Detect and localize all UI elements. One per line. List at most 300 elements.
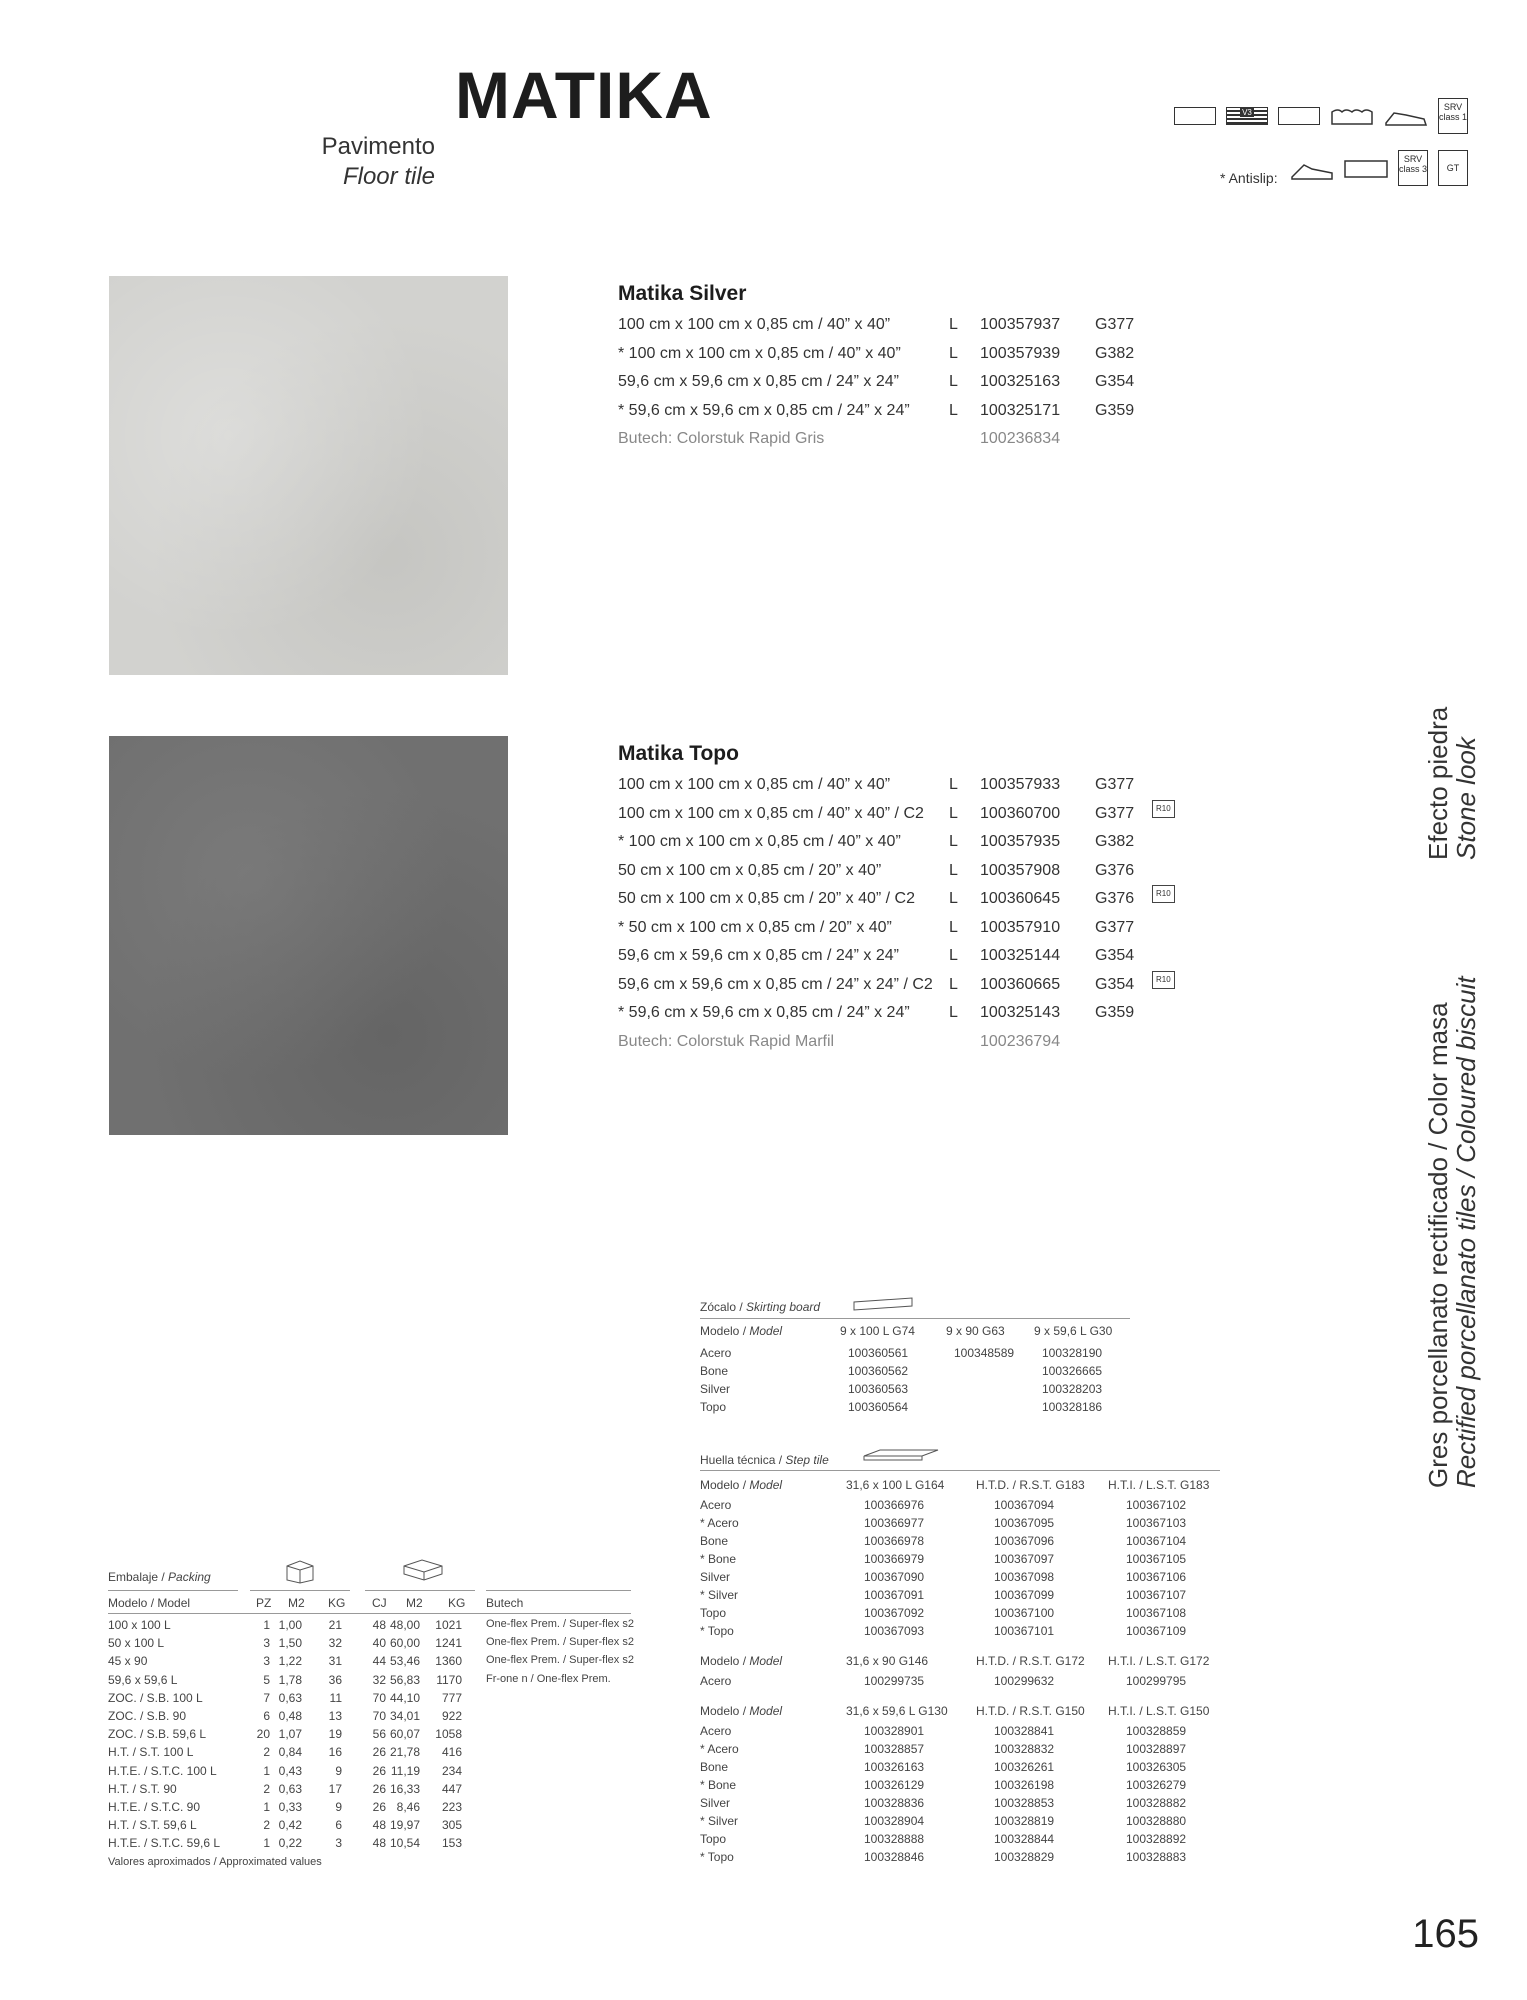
huella-cell: 100367107 <box>1126 1588 1187 1602</box>
huella-col-header: 31,6 x 100 L G164 <box>846 1478 945 1492</box>
huella-cell: 100367092 <box>864 1606 925 1620</box>
packing-col-header: M2 <box>288 1596 305 1610</box>
huella-cell: 100328844 <box>994 1832 1055 1846</box>
huella-cell: 100328880 <box>1126 1814 1187 1828</box>
spec-group: G359 <box>1095 401 1135 419</box>
packing-col-header: CJ <box>372 1596 387 1610</box>
packing-cell: 26 <box>372 1745 386 1760</box>
zocalo-col-header: 9 x 59,6 L G30 <box>1034 1324 1113 1338</box>
zocalo-cell: 100328190 <box>1042 1346 1103 1360</box>
huella-row-name: * Topo <box>700 1850 734 1864</box>
packing-cell: H.T. / S.T. 59,6 L <box>108 1818 197 1833</box>
huella-cell: 100367105 <box>1126 1552 1187 1566</box>
huella-model-header <box>700 1704 782 1718</box>
huella-cell: 100328841 <box>994 1724 1055 1738</box>
huella-row-name: * Acero <box>700 1516 739 1530</box>
spec-edge: L <box>949 833 958 850</box>
spec-code: 100357937 <box>980 316 1061 333</box>
shoe-traffic-icon <box>1384 105 1428 127</box>
ramp-icon <box>1344 155 1388 181</box>
packing-cell: 56 <box>372 1727 386 1742</box>
spec-group: G377 <box>1095 776 1135 793</box>
spec-code: 100357910 <box>980 918 1061 936</box>
packing-cell: 305 <box>441 1818 462 1833</box>
zocalo-col-header: 9 x 90 G63 <box>946 1324 1005 1338</box>
huella-cell: 100367090 <box>864 1570 925 1584</box>
packing-cell: 9 <box>335 1763 342 1778</box>
zocalo-divider <box>700 1318 1130 1319</box>
huella-row-name: * Bone <box>700 1778 737 1792</box>
packing-cell: 21 <box>328 1618 342 1632</box>
packing-cell: 0,43 <box>278 1763 302 1778</box>
spec-size: 100 cm x 100 cm x 0,85 cm / 40” x 40” <box>618 776 891 793</box>
packing-title: Embalaje / Packing <box>108 1570 211 1584</box>
packing-cell: 416 <box>441 1745 462 1760</box>
spec-edge: L <box>949 890 958 907</box>
packing-cell: 56,83 <box>389 1672 420 1687</box>
huella-cell: 100328853 <box>994 1796 1055 1810</box>
huella-row-name: Topo <box>700 1606 727 1620</box>
huella-cell: 100367101 <box>994 1624 1055 1638</box>
srv-class-3-icon: SRV class 3 <box>1398 150 1428 186</box>
huella-model-header <box>700 1478 782 1492</box>
huella-title: Huella técnica / Step tile <box>700 1453 829 1467</box>
topo-title: Matika Topo <box>618 742 739 765</box>
packing-col-header: KG <box>328 1596 346 1610</box>
huella-row-name: Acero <box>700 1724 732 1738</box>
huella-col-header: 31,6 x 90 G146 <box>846 1654 929 1668</box>
packing-cell: 0,84 <box>278 1745 302 1760</box>
gt-icon: GT <box>1438 150 1468 186</box>
spec-size: 59,6 cm x 59,6 cm x 0,85 cm / 24” x 24” / C2 <box>618 975 933 993</box>
huella-cell: 100367097 <box>994 1552 1055 1566</box>
packing-cell: 1,50 <box>278 1636 302 1651</box>
packing-cell: 19,97 <box>389 1818 420 1833</box>
model-en: Model <box>749 1654 783 1668</box>
huella-row-name: Bone <box>700 1760 729 1774</box>
spec-size: 100 cm x 100 cm x 0,85 cm / 40” x 40” / C2 <box>618 804 924 822</box>
page-title: MATIKA <box>455 58 713 132</box>
huella-cell: 100326305 <box>1126 1760 1187 1774</box>
packing-cell: 2 <box>263 1781 270 1796</box>
packing-cell: 21,78 <box>389 1745 420 1760</box>
packing-cell: 11 <box>329 1690 342 1705</box>
zocalo-cell: 100360562 <box>848 1364 909 1378</box>
packing-divider <box>108 1590 238 1591</box>
spec-code: 100357939 <box>980 344 1061 362</box>
model-en: Model <box>749 1704 783 1718</box>
huella-row-name: Bone <box>700 1534 729 1548</box>
page-subtitle <box>250 132 435 192</box>
packing-cell: 223 <box>441 1800 462 1814</box>
packing-cell: 8,46 <box>396 1800 420 1814</box>
packing-cell: 48 <box>372 1836 386 1851</box>
packing-cell: 1360 <box>435 1654 462 1669</box>
packing-cell: ZOC. / S.B. 100 L <box>108 1690 203 1705</box>
subtitle-es: Pavimento <box>321 133 435 160</box>
packing-divider <box>365 1590 475 1591</box>
packing-cell: 1021 <box>435 1618 462 1632</box>
side-line2-es: Gres porcellanato rectificado / Color masa <box>1423 1002 1453 1488</box>
r10-badge: R10 <box>1152 885 1175 903</box>
huella-cell: 100366977 <box>864 1516 925 1530</box>
packing-cell: 50 x 100 L <box>108 1636 165 1651</box>
spec-code: 100360665 <box>980 975 1061 993</box>
packing-cell: 34,01 <box>389 1709 420 1723</box>
huella-cell: 100328859 <box>1126 1724 1187 1738</box>
zocalo-row-name: Bone <box>700 1364 729 1378</box>
spec-group: G376 <box>1095 861 1135 879</box>
huella-cell: 100328904 <box>864 1814 925 1828</box>
spec-group: G354 <box>1095 975 1135 993</box>
packing-col-header: Butech <box>486 1596 524 1610</box>
packing-cell: 0,42 <box>278 1818 302 1833</box>
zocalo-row-name: Silver <box>700 1382 731 1396</box>
huella-cell: 100367109 <box>1126 1624 1187 1638</box>
packing-cell: 9 <box>335 1800 342 1814</box>
spec-size: * 50 cm x 100 cm x 0,85 cm / 20” x 40” <box>618 918 892 936</box>
huella-divider <box>700 1470 1220 1471</box>
huella-cell: 100367098 <box>994 1570 1055 1584</box>
butech-code: 100236794 <box>980 1032 1061 1050</box>
zocalo-cell: 100328203 <box>1042 1382 1103 1396</box>
huella-col-header: H.T.D. / R.S.T. G172 <box>976 1654 1085 1668</box>
huella-row-name: * Topo <box>700 1624 734 1638</box>
packing-cell: 10,54 <box>389 1836 420 1851</box>
huella-cell: 100328857 <box>864 1742 925 1756</box>
huella-cell: 100326129 <box>864 1778 925 1792</box>
packing-cell: H.T.E. / S.T.C. 90 <box>108 1800 201 1814</box>
packing-cell: 60,07 <box>389 1727 420 1742</box>
side-line2-en: Rectified porcellanato tiles / Coloured biscuit <box>1451 976 1481 1488</box>
huella-cell: 100367095 <box>994 1516 1055 1530</box>
spec-group: G382 <box>1095 344 1135 362</box>
packing-cell: 6 <box>263 1709 270 1723</box>
r10-badge: R10 <box>1152 971 1175 989</box>
packing-cell: 26 <box>372 1781 386 1796</box>
packing-cell: 922 <box>441 1709 462 1723</box>
zocalo-cell: 100348589 <box>954 1346 1015 1360</box>
packing-cell: 7 <box>263 1690 270 1705</box>
spec-size: * 100 cm x 100 cm x 0,85 cm / 40” x 40” <box>618 344 901 362</box>
huella-col-header: H.T.D. / R.S.T. G150 <box>976 1704 1085 1718</box>
packing-cell: 26 <box>372 1800 386 1814</box>
packing-cell: One-flex Prem. / Super-flex s2 <box>486 1654 634 1667</box>
huella-cell: 100328882 <box>1126 1796 1187 1810</box>
spec-group: G377 <box>1095 316 1135 333</box>
packing-cell: 0,63 <box>278 1781 302 1796</box>
packing-cell: 36 <box>328 1672 342 1687</box>
huella-cell: 100367104 <box>1126 1534 1187 1548</box>
packing-col-header: M2 <box>406 1596 423 1610</box>
huella-cell: 100367099 <box>994 1588 1055 1602</box>
packing-note: Valores aproximados / Approximated values <box>108 1856 322 1868</box>
packing-cell: 40 <box>372 1636 386 1651</box>
packing-cell: 5 <box>263 1672 270 1687</box>
huella-col-header: H.T.I. / L.S.T. G150 <box>1108 1704 1210 1718</box>
spec-group: G377 <box>1095 918 1135 936</box>
packing-cell: 17 <box>328 1781 342 1796</box>
zocalo-model-header: Modelo / Model <box>700 1324 783 1338</box>
packing-cell: 777 <box>441 1690 462 1705</box>
packing-cell: 59,6 x 59,6 L <box>108 1672 178 1687</box>
zocalo-cell: 100360561 <box>848 1346 909 1360</box>
packing-cell: 11,19 <box>390 1763 420 1778</box>
packing-cell: 100 x 100 L <box>108 1618 171 1632</box>
model-es: Modelo / <box>700 1478 750 1492</box>
packing-cell: One-flex Prem. / Super-flex s2 <box>486 1618 634 1630</box>
spec-code: 100325163 <box>980 373 1061 390</box>
packing-cell: 1,22 <box>278 1654 302 1669</box>
spec-code: 100357935 <box>980 833 1061 850</box>
huella-cell: 100367103 <box>1126 1516 1187 1530</box>
packing-cell: 0,22 <box>278 1836 302 1851</box>
rectified-edge-icon <box>1174 107 1216 125</box>
spec-group: G354 <box>1095 947 1135 964</box>
huella-cell: 100328832 <box>994 1742 1055 1756</box>
huella-row-name: * Silver <box>700 1814 739 1828</box>
model-es: Modelo / <box>700 1654 750 1668</box>
spec-group: G376 <box>1095 890 1135 907</box>
packing-divider <box>250 1590 350 1591</box>
packing-cell: 45 x 90 <box>108 1654 148 1669</box>
packing-cell: 153 <box>441 1836 462 1851</box>
huella-cell: 100367102 <box>1126 1498 1187 1512</box>
packing-cell: 3 <box>335 1836 342 1851</box>
packing-cell: 32 <box>328 1636 342 1651</box>
packing-cell: 1 <box>263 1618 270 1632</box>
zocalo-title: Zócalo / Skirting board <box>700 1300 821 1314</box>
spec-size: 59,6 cm x 59,6 cm x 0,85 cm / 24” x 24” <box>618 373 899 390</box>
spec-group: G359 <box>1095 1004 1135 1021</box>
huella-cell: 100367096 <box>994 1534 1055 1548</box>
packing-cell: 1 <box>263 1763 270 1778</box>
spec-code: 100360645 <box>980 890 1061 907</box>
spec-size: * 100 cm x 100 cm x 0,85 cm / 40” x 40” <box>618 833 901 850</box>
packing-cell: 13 <box>328 1709 342 1723</box>
packing-cell: 447 <box>441 1781 462 1796</box>
packing-cell: 48 <box>372 1618 386 1632</box>
packing-cell: 1 <box>263 1800 270 1814</box>
packing-cell: One-flex Prem. / Super-flex s2 <box>486 1636 634 1649</box>
side-line1-en: Stone look <box>1451 737 1481 860</box>
matika-topo-tile-image <box>109 736 508 1135</box>
side-line1-es: Efecto piedra <box>1423 706 1453 860</box>
packing-cell: 19 <box>328 1727 342 1742</box>
spec-group: G377 <box>1095 804 1135 822</box>
packing-cell: 60,00 <box>389 1636 420 1651</box>
huella-row-name: * Silver <box>700 1588 739 1602</box>
huella-row-name: Acero <box>700 1498 732 1512</box>
huella-cell: 100326279 <box>1126 1778 1187 1792</box>
spec-edge: L <box>949 373 958 390</box>
packing-cell: 2 <box>263 1818 270 1833</box>
packing-cell: 234 <box>441 1763 462 1778</box>
huella-cell: 100367100 <box>994 1606 1055 1620</box>
huella-cell: 100367094 <box>994 1498 1055 1512</box>
packing-cell: 1 <box>263 1836 270 1851</box>
huella-cell: 100366978 <box>864 1534 925 1548</box>
zocalo-cell: 100360563 <box>848 1382 909 1396</box>
zocalo-row-name: Acero <box>700 1346 732 1360</box>
r10-badge: R10 <box>1152 800 1175 818</box>
packing-cell: 1,78 <box>278 1672 302 1687</box>
spec-group: G354 <box>1095 373 1135 390</box>
huella-row-name: Silver <box>700 1570 731 1584</box>
huella-cell: 100367106 <box>1126 1570 1187 1584</box>
frost-resistance-icon <box>1330 106 1374 126</box>
huella-cell: 100299632 <box>994 1674 1055 1688</box>
huella-row-name: * Bone <box>700 1552 737 1566</box>
butech-label: Butech: Colorstuk Rapid Gris <box>618 430 825 447</box>
spec-edge: L <box>949 947 958 964</box>
subtitle-en: Floor tile <box>342 163 435 190</box>
page-number: 165 <box>1412 1912 1479 1956</box>
spec-edge: L <box>949 1004 958 1021</box>
skirting-board-icon <box>852 1296 916 1312</box>
packing-cell: H.T.E. / S.T.C. 100 L <box>108 1763 217 1778</box>
model-en: Model <box>749 1478 783 1492</box>
huella-cell: 100367093 <box>864 1624 925 1638</box>
spec-size: 50 cm x 100 cm x 0,85 cm / 20” x 40” <box>618 861 882 879</box>
step-tile-icon <box>862 1448 942 1466</box>
spec-edge: L <box>949 316 958 333</box>
packing-cell: 1,00 <box>278 1618 302 1632</box>
huella-row-name: * Acero <box>700 1742 739 1756</box>
huella-cell: 100328836 <box>864 1796 925 1810</box>
spec-code: 100325171 <box>980 401 1061 419</box>
butech-label: Butech: Colorstuk Rapid Marfil <box>618 1032 835 1050</box>
huella-cell: 100326198 <box>994 1778 1055 1792</box>
packing-cell: Fr-one n / One-flex Prem. <box>486 1672 611 1685</box>
packing-cell: 16 <box>328 1745 342 1760</box>
huella-col-header: H.T.I. / L.S.T. G172 <box>1108 1654 1210 1668</box>
packing-cell: 26 <box>372 1763 386 1778</box>
spec-edge: L <box>949 918 958 936</box>
packing-col-header: Modelo / Model <box>108 1596 191 1610</box>
spec-size: * 59,6 cm x 59,6 cm x 0,85 cm / 24” x 24” <box>618 1004 910 1021</box>
huella-cell: 100366976 <box>864 1498 925 1512</box>
packing-cell: 48 <box>372 1818 386 1833</box>
spec-code: 100357908 <box>980 861 1061 879</box>
huella-cell: 100326261 <box>994 1760 1055 1774</box>
huella-cell: 100367091 <box>864 1588 925 1602</box>
zocalo-cell: 100328186 <box>1042 1400 1103 1414</box>
huella-col-header: H.T.I. / L.S.T. G183 <box>1108 1478 1210 1492</box>
packing-cell: 3 <box>263 1654 270 1669</box>
zocalo-cell: 100326665 <box>1042 1364 1103 1378</box>
spec-size: 50 cm x 100 cm x 0,85 cm / 20” x 40” / C2 <box>618 890 915 907</box>
spec-edge: L <box>949 975 958 993</box>
side-text-stone-look <box>1424 707 1480 860</box>
spec-edge: L <box>949 861 958 879</box>
huella-cell: 100366979 <box>864 1552 925 1566</box>
packing-cell: 1058 <box>435 1727 462 1742</box>
zocalo-cell: 100360564 <box>848 1400 909 1414</box>
huella-cell: 100367108 <box>1126 1606 1187 1620</box>
huella-cell: 100328883 <box>1126 1850 1187 1864</box>
huella-cell: 100328901 <box>864 1724 925 1738</box>
packing-cell: 44 <box>372 1654 386 1669</box>
packing-cell: ZOC. / S.B. 90 <box>108 1709 187 1723</box>
packing-cell: 16,33 <box>389 1781 420 1796</box>
packing-cell: 48,00 <box>389 1618 420 1632</box>
packing-cell: 1,07 <box>278 1727 302 1742</box>
packing-cell: 53,46 <box>389 1654 420 1669</box>
huella-cell: 100299735 <box>864 1674 925 1688</box>
spec-edge: L <box>949 776 958 793</box>
srv-class-1-icon: SRV class 1 <box>1438 98 1468 134</box>
spec-size: 100 cm x 100 cm x 0,85 cm / 40” x 40” <box>618 316 891 333</box>
huella-cell: 100328892 <box>1126 1832 1187 1846</box>
spec-code: 100360700 <box>980 804 1061 822</box>
packing-cell: 1241 <box>435 1636 462 1651</box>
packing-header-divider <box>108 1613 631 1614</box>
packing-cell: H.T. / S.T. 90 <box>108 1781 177 1796</box>
spec-edge: L <box>949 344 958 362</box>
spec-code: 100357933 <box>980 776 1061 793</box>
huella-cell: 100299795 <box>1126 1674 1187 1688</box>
huella-col-header: 31,6 x 59,6 L G130 <box>846 1704 948 1718</box>
huella-cell: 100328819 <box>994 1814 1055 1828</box>
spec-size: 59,6 cm x 59,6 cm x 0,85 cm / 24” x 24” <box>618 947 899 964</box>
antislip-icons-row <box>1290 150 1468 186</box>
spec-edge: L <box>949 401 958 419</box>
zocalo-col-header: 9 x 100 L G74 <box>840 1324 915 1338</box>
packing-cell: ZOC. / S.B. 59,6 L <box>108 1727 207 1742</box>
packing-cell: 0,33 <box>278 1800 302 1814</box>
packing-cell: 0,63 <box>278 1690 302 1705</box>
matika-silver-tile-image <box>109 276 508 675</box>
silver-title: Matika Silver <box>618 282 747 305</box>
huella-cell: 100328897 <box>1126 1742 1187 1756</box>
packing-cell: 6 <box>335 1818 342 1833</box>
pallet-icon <box>398 1556 448 1582</box>
packing-cell: 2 <box>263 1745 270 1760</box>
huella-cell: 100328846 <box>864 1850 925 1864</box>
packing-cell: 20 <box>256 1727 270 1742</box>
packing-divider <box>486 1590 631 1591</box>
feature-icons-row <box>1174 98 1468 134</box>
packing-col-header: KG <box>448 1596 466 1610</box>
barefoot-icon <box>1290 155 1334 181</box>
packing-cell: 70 <box>372 1709 386 1723</box>
box-icon <box>283 1558 317 1584</box>
huella-cell: 100328888 <box>864 1832 925 1846</box>
spec-code: 100325144 <box>980 947 1061 964</box>
huella-row-name: Silver <box>700 1796 731 1810</box>
spec-edge: L <box>949 804 958 822</box>
huella-cell: 100328829 <box>994 1850 1055 1864</box>
packing-cell: 44,10 <box>389 1690 420 1705</box>
packing-cell: 1170 <box>436 1672 462 1687</box>
packing-cell: 3 <box>263 1636 270 1651</box>
packing-cell: 32 <box>372 1672 386 1687</box>
thickness-icon <box>1278 107 1320 125</box>
packing-cell: 0,48 <box>278 1709 302 1723</box>
huella-row-name: Topo <box>700 1832 727 1846</box>
packing-cell: 31 <box>328 1654 342 1669</box>
shade-variation-icon: V3 <box>1226 107 1268 125</box>
huella-row-name: Acero <box>700 1674 732 1688</box>
spec-code: 100325143 <box>980 1004 1061 1021</box>
side-text-rectified <box>1424 976 1480 1488</box>
zocalo-row-name: Topo <box>700 1400 727 1414</box>
model-es: Modelo / <box>700 1704 750 1718</box>
packing-cell: H.T.E. / S.T.C. 59,6 L <box>108 1836 221 1851</box>
antislip-label: * Antislip: <box>1220 170 1278 186</box>
spec-size: * 59,6 cm x 59,6 cm x 0,85 cm / 24” x 24” <box>618 401 910 419</box>
